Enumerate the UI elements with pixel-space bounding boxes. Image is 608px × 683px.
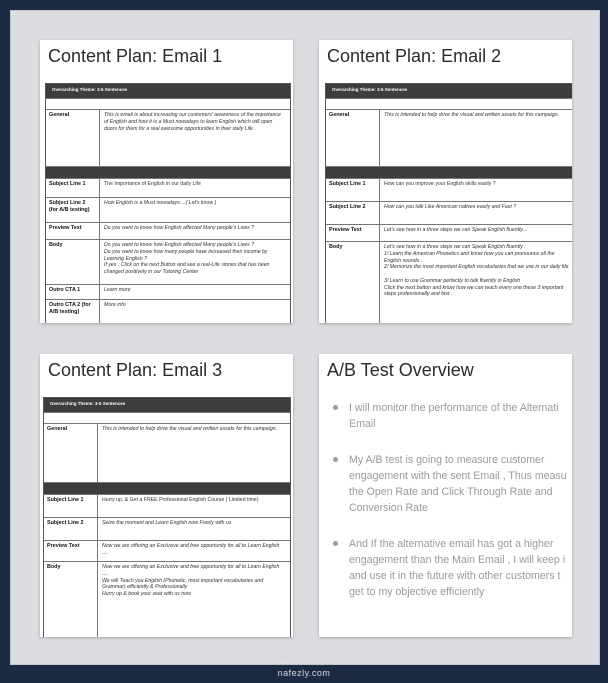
bullet-dot-icon bbox=[333, 457, 338, 462]
table-row: Subject Line 1 How can you improve your English skills easily ? bbox=[326, 178, 572, 201]
watermark: nafezly.com bbox=[277, 668, 331, 678]
content-plan-table bbox=[325, 83, 572, 323]
bullet-dot-icon bbox=[333, 541, 338, 546]
content-plan-table bbox=[43, 397, 291, 637]
bullet-list bbox=[333, 400, 572, 620]
table-row: Preview Text Now we are offering an Exclusive and free opportunity for all to Learn English .... bbox=[44, 540, 290, 561]
content-plan-table bbox=[45, 83, 291, 323]
content-plan-email-1-card[interactable] bbox=[40, 40, 293, 323]
table-row: Preview Text Let's see how in a three steps we can Speak English fluently... bbox=[326, 224, 572, 241]
ab-test-overview-card[interactable] bbox=[319, 354, 572, 637]
table-row: Subject Line 2 (for A/B testing) How English is a Must nowadays ...( Let's know ) bbox=[46, 197, 290, 222]
table-row: Subject Line 1 Hurry up, & Get a FREE Professional English Course ( Limited time) bbox=[44, 494, 290, 517]
bullet-dot-icon bbox=[333, 405, 338, 410]
bullet-item: My A/B test is going to measure customer engagement with the sent Email , Thus measu the Open Rate and Click Through Rate and Conversion Rate bbox=[333, 452, 572, 516]
table-row: General This is email is about increasing our customers' awareness of the importance of English and how it is a Must nowadays to learn English which will open doors for them for a real awesome opportunities in their daily Life . bbox=[46, 109, 290, 166]
bullet-item: And If the alternative email has got a higher engagement than the Main Email , I will keep i and use it in the future with other customers t get to my objective efficiently bbox=[333, 536, 572, 600]
table-row: Outro CTA 2 (for A/B testing) More info bbox=[46, 299, 290, 323]
table-row: Subject Line 2 How can you talk Like American natives easily and Fast ? bbox=[326, 201, 572, 224]
theme-bar: Overarching Theme: 3-5 Sentences bbox=[46, 84, 290, 98]
table-row: Preview Text Do you want to know how English affected Many people's Lives ? bbox=[46, 222, 290, 239]
theme-bar: Overarching Theme: 3-5 Sentences bbox=[326, 84, 572, 98]
table-row: Body Now we are offering an Exclusive and free opportunity for all to Learn English .... We will Teach you English (Phonetic, most important vocabularies and Grammar) efficiently & Professionally Hurry up & book your seat with us now bbox=[44, 561, 290, 637]
table-row: Outro CTA 1 Learn more bbox=[46, 284, 290, 299]
card-title: Content Plan: Email 2 bbox=[327, 46, 502, 66]
table-row: Body Let's see how in a three steps we can Speak English fluently : 1/ Learn the American Phonetics and know how you can pronounce all the English sounds . 2/ Memorize the most important English vocabularies that we use in our daily life . 3/ Learn to use Grammar perfectly to talk fluently in English Click the next button and know how we can teach every one these 3 important steps professionally and fast . bbox=[326, 241, 572, 323]
table-row: General This is intended to help drive the visual and written assets for this campaign. bbox=[326, 109, 572, 166]
table-row: General This is intended to help drive the visual and written assets for this campaign. bbox=[44, 423, 290, 482]
watermark-arabic: نفذلي bbox=[265, 649, 292, 661]
card-title: Content Plan: Email 1 bbox=[48, 46, 223, 66]
table-row: Subject Line 1 The Importance of English in our daily Life bbox=[46, 178, 290, 197]
theme-bar: Overarching Theme: 3-5 Sentences bbox=[44, 398, 290, 412]
bullet-item: I will monitor the performance of the Alternati Email bbox=[333, 400, 572, 432]
table-row: Body Do you want to know how English affected Many people's Lives ? Do you want to know how many people have increased their income by Learning English ? If yes , Click on the next Button and see a real-Life stories that has been changed positively in our Tutoring Center bbox=[46, 239, 290, 284]
content-plan-email-2-card[interactable] bbox=[319, 40, 572, 323]
table-row: Subject Line 2 Seize the moment and Learn English now Freely with us bbox=[44, 517, 290, 540]
card-title: A/B Test Overview bbox=[327, 360, 474, 380]
card-title: Content Plan: Email 3 bbox=[48, 360, 223, 380]
content-plan-email-3-card[interactable] bbox=[40, 354, 293, 637]
